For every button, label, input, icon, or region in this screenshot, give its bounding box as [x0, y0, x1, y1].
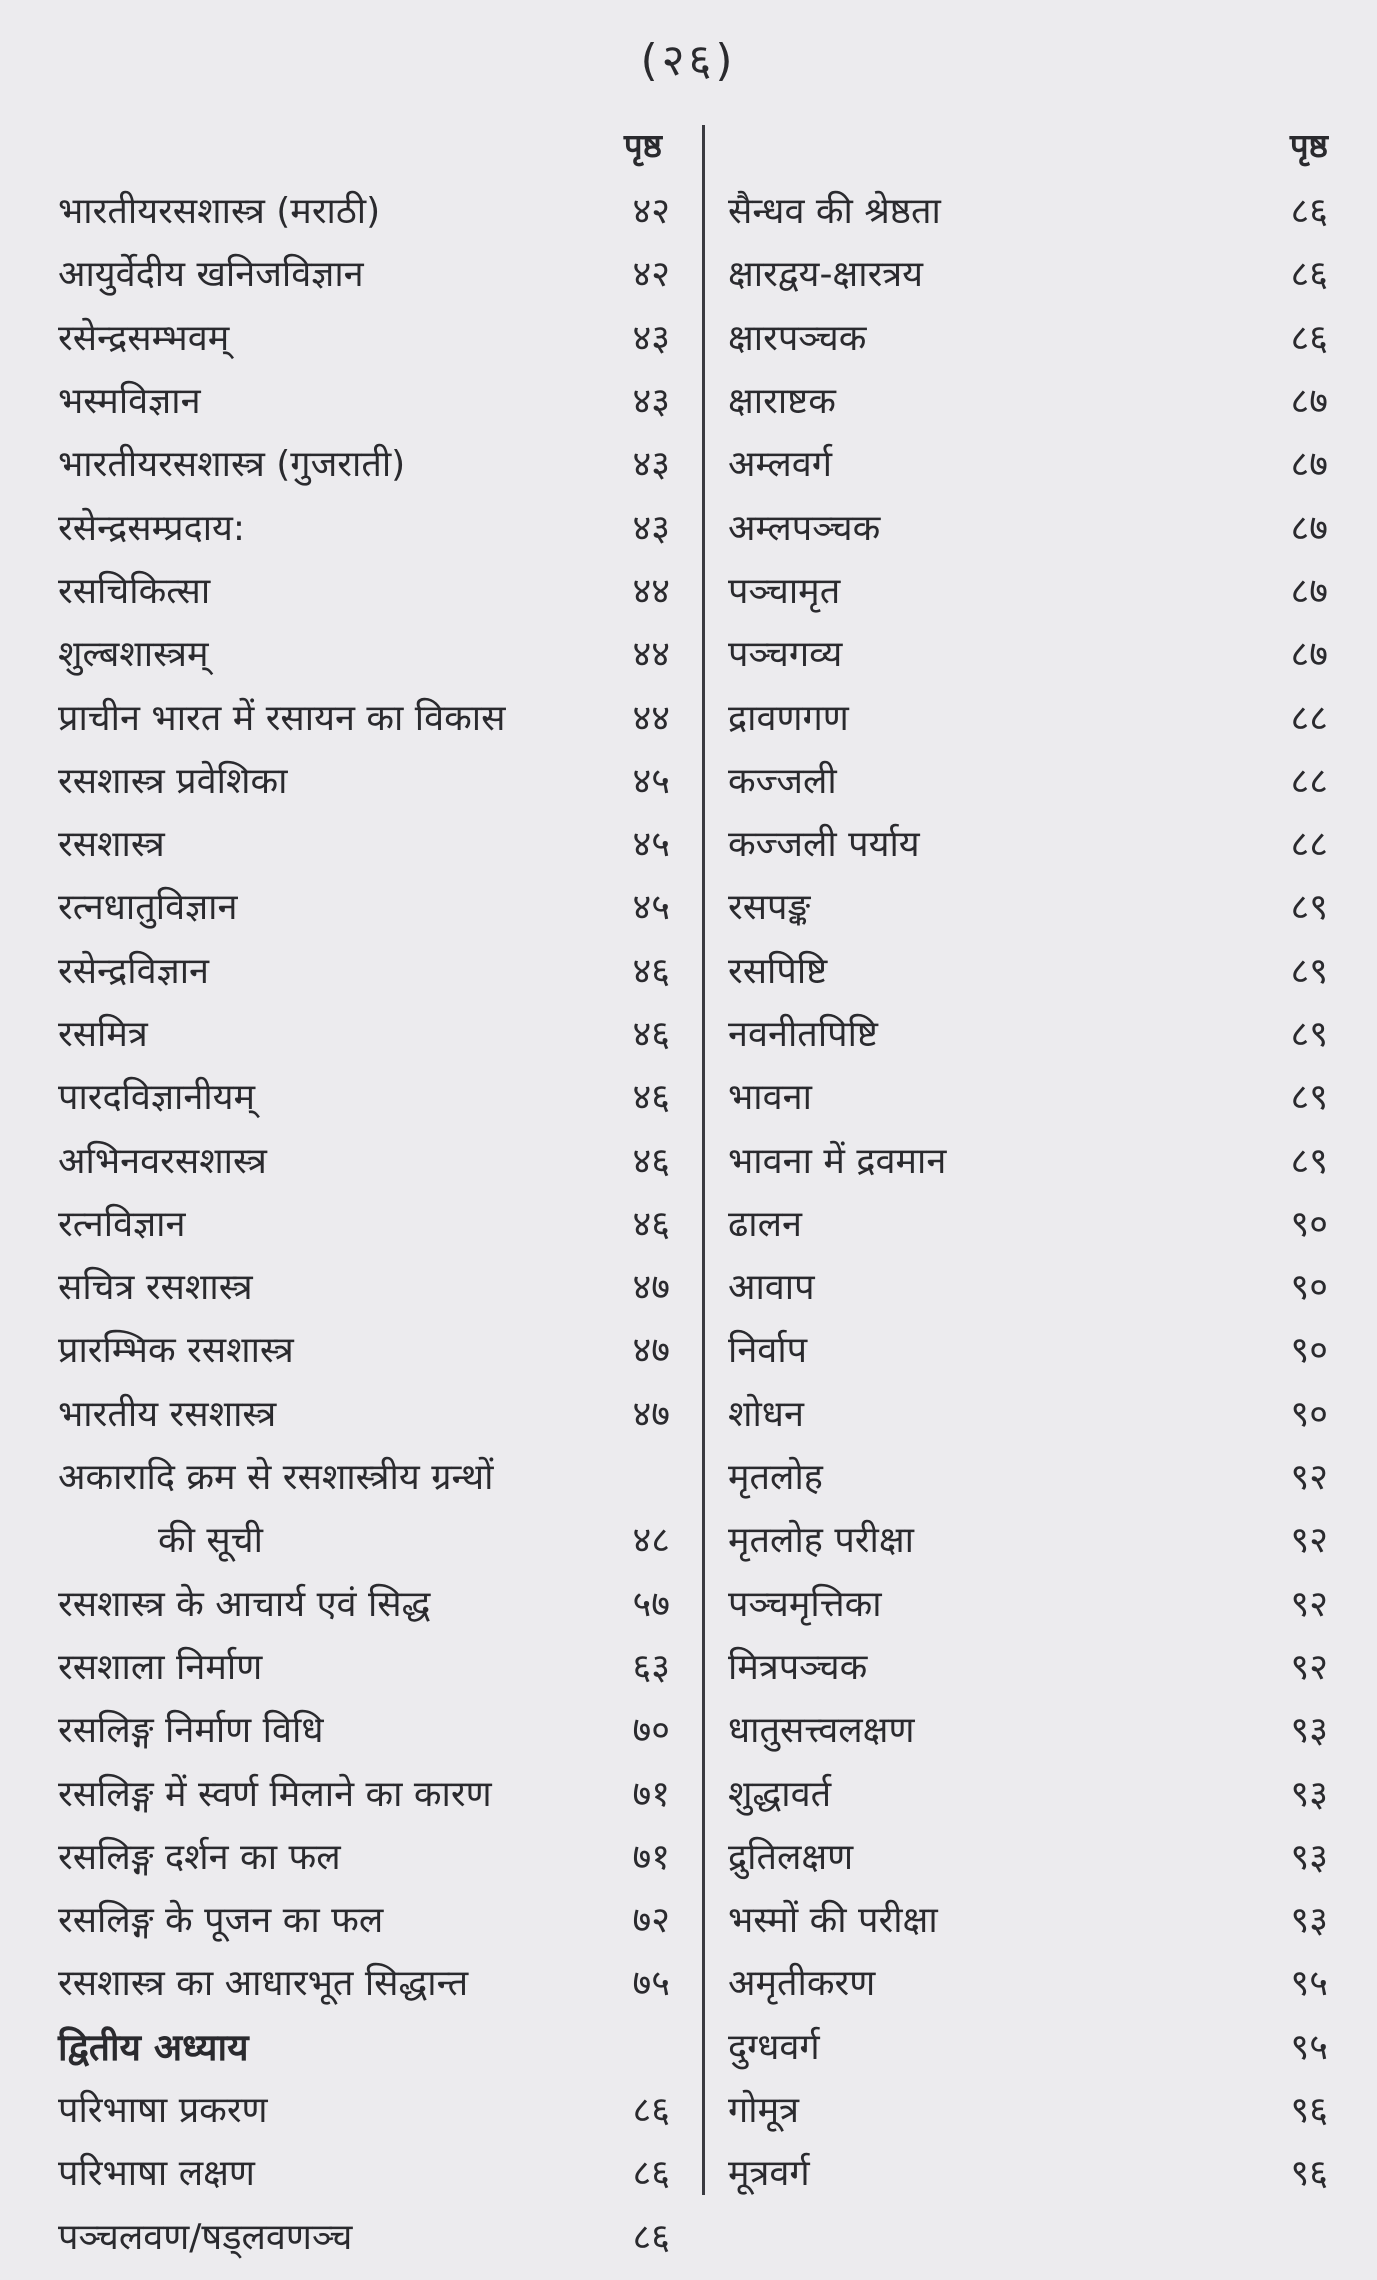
toc-entry [728, 1064, 1328, 1127]
entry-title: अमृतीकरण [728, 1963, 876, 2005]
toc-entry [58, 305, 670, 368]
entry-title: परिभाषा प्रकरण [58, 2090, 268, 2132]
entry-page: ८७ [1290, 634, 1328, 676]
toc-entry [728, 621, 1328, 684]
left-entry-list [58, 178, 670, 1444]
toc-entry [728, 1950, 1328, 2013]
entry-title: भस्मों की परीक्षा [728, 1900, 938, 1942]
entry-title: रसशास्त्र के आचार्य एवं सिद्ध [58, 1583, 431, 1625]
entry-page: ७० [632, 1710, 670, 1752]
left-section-entry-list [58, 2077, 670, 2267]
toc-entry [728, 241, 1328, 304]
entry-page: ७५ [632, 1963, 670, 2005]
entry-title: पञ्चामृत [728, 570, 841, 612]
toc-entry [728, 178, 1328, 241]
toc-entry [728, 2140, 1328, 2203]
toc-entry [728, 1001, 1328, 1064]
entry-title: रसेन्द्रविज्ञान [58, 950, 210, 992]
toc-entry [58, 1064, 670, 1127]
entry-title-line2: की सूची [158, 1520, 263, 1562]
entry-title: मित्रपञ्चक [728, 1646, 868, 1688]
left-page-header: पृष्ठ [623, 126, 662, 165]
entry-title: धातुसत्त्वलक्षण [728, 1710, 915, 1752]
toc-entry [58, 431, 670, 494]
entry-page: ९२ [1290, 1646, 1328, 1688]
toc-entry [58, 1634, 670, 1697]
toc-entry [58, 1887, 670, 1950]
entry-page: ७१ [632, 1773, 670, 1815]
toc-entry [58, 1824, 670, 1887]
entry-title: क्षारद्वय-क्षारत्रय [728, 254, 924, 296]
entry-title: निर्वाप [728, 1330, 808, 1372]
toc-entry [728, 874, 1328, 937]
entry-title: पारदविज्ञानीयम् [58, 1077, 256, 1119]
entry-title: प्रारम्भिक रसशास्त्र [58, 1330, 294, 1372]
toc-entry [58, 1950, 670, 2013]
toc-entry [58, 1381, 670, 1444]
entry-page: ४३ [632, 444, 670, 486]
entry-page: ९० [1290, 1267, 1328, 1309]
toc-entry [728, 1127, 1328, 1190]
entry-title: शोधन [728, 1393, 804, 1435]
entry-title: पञ्चलवण/षड्लवणञ्च [58, 2216, 353, 2258]
entry-title: रसचिकित्सा [58, 570, 211, 612]
toc-entry [728, 1571, 1328, 1634]
entry-page: ८९ [1290, 950, 1328, 992]
entry-page: ४५ [632, 760, 670, 802]
entry-page: ९६ [1290, 2090, 1328, 2132]
entry-title: भारतीयरसशास्त्र (गुजराती) [58, 444, 406, 486]
toc-entry [728, 1254, 1328, 1317]
entry-title: ढालन [728, 1203, 802, 1245]
toc-entry [58, 1571, 670, 1634]
toc-entry [728, 431, 1328, 494]
toc-entry [58, 494, 670, 557]
entry-page: ४६ [632, 1014, 670, 1055]
entry-page: ९० [1290, 1393, 1328, 1435]
entry-title: प्राचीन भारत में रसायन का विकास [58, 697, 506, 739]
entry-title: शुल्बशास्त्रम् [58, 634, 209, 676]
toc-entry [728, 1760, 1328, 1823]
toc-entry [728, 811, 1328, 874]
entry-page: ८६ [632, 2153, 670, 2195]
entry-page: ८९ [1290, 887, 1328, 929]
entry-title: रसलिङ्ग में स्वर्ण मिलाने का कारण [58, 1773, 492, 1815]
entry-page: ८८ [1290, 697, 1328, 739]
toc-entry [58, 1254, 670, 1317]
entry-page: ९२ [1290, 1457, 1328, 1499]
toc-entry [58, 874, 670, 937]
entry-title: रसपङ्क [728, 887, 811, 929]
entry-title: कज्जली [728, 760, 837, 802]
entry-page: ४५ [632, 824, 670, 866]
entry-page: ४४ [632, 634, 670, 676]
entry-page: ४३ [632, 381, 670, 423]
entry-page: ९३ [1290, 1836, 1328, 1878]
toc-entry [58, 1317, 670, 1380]
toc-entry [728, 748, 1328, 811]
entry-title: क्षाराष्टक [728, 381, 836, 423]
entry-title: रसशास्त्र का आधारभूत सिद्धान्त [58, 1963, 469, 2005]
entry-title: पञ्चगव्य [728, 634, 843, 676]
entry-page: ८६ [1290, 254, 1328, 296]
entry-title: पञ्चमृत्तिका [728, 1583, 882, 1625]
entry-title: रसलिङ्ग के पूजन का फल [58, 1900, 384, 1942]
entry-title: रत्नविज्ञान [58, 1203, 186, 1245]
entry-page: ९२ [1290, 1520, 1328, 1562]
toc-entry [58, 178, 670, 241]
entry-page: ८८ [1290, 824, 1328, 866]
entry-page: ९६ [1290, 2153, 1328, 2195]
entry-page: ४४ [632, 697, 670, 739]
entry-title-line1: अकारादि क्रम से रसशास्त्रीय ग्रन्थों [58, 1457, 494, 1499]
entry-page: ४८ [632, 1520, 670, 1562]
entry-title: मूत्रवर्ग [728, 2153, 810, 2195]
entry-title: भारतीय रसशास्त्र [58, 1393, 277, 1435]
entry-title: सचित्र रसशास्त्र [58, 1267, 253, 1309]
entry-page: ४३ [632, 317, 670, 359]
entry-page: ८९ [1290, 1077, 1328, 1119]
entry-page: ४५ [632, 887, 670, 929]
entry-page: ८६ [1290, 191, 1328, 233]
entry-title: द्रुतिलक्षण [728, 1836, 854, 1878]
entry-title: रसेन्द्रसम्प्रदाय: [58, 507, 246, 549]
entry-title: दुग्धवर्ग [728, 2026, 820, 2068]
entry-page: ८९ [1290, 1140, 1328, 1182]
entry-title: अम्लवर्ग [728, 444, 833, 486]
entry-title: भारतीयरसशास्त्र (मराठी) [58, 191, 381, 233]
column-divider [702, 125, 705, 2195]
entry-title: रसशास्त्र [58, 824, 165, 866]
entry-page: ९३ [1290, 1773, 1328, 1815]
toc-entry [728, 1824, 1328, 1887]
entry-page: ४६ [632, 950, 670, 992]
toc-entry [728, 558, 1328, 621]
entry-title: भावना में द्रवमान [728, 1140, 947, 1182]
entry-page: ७१ [632, 1836, 670, 1878]
toc-entry [728, 1887, 1328, 1950]
entry-page: ९५ [1290, 1963, 1328, 2005]
toc-entry [728, 2014, 1328, 2077]
entry-page: ४२ [632, 191, 670, 233]
entry-page: ४७ [632, 1267, 670, 1309]
right-page-header: पृष्ठ [1289, 126, 1328, 165]
entry-title: परिभाषा लक्षण [58, 2153, 255, 2195]
toc-entry [728, 494, 1328, 557]
entry-title: रत्नधातुविज्ञान [58, 887, 238, 929]
toc-entry [728, 1634, 1328, 1697]
entry-page: ८७ [1290, 570, 1328, 612]
entry-title: रसलिङ्ग दर्शन का फल [58, 1836, 341, 1878]
toc-entry [728, 1697, 1328, 1760]
toc-entry [58, 938, 670, 1001]
toc-entry [58, 1191, 670, 1254]
entry-page: ४३ [632, 507, 670, 549]
entry-title: रसमित्र [58, 1014, 148, 1055]
entry-title: कज्जली पर्याय [728, 824, 920, 866]
entry-title: भावना [728, 1077, 812, 1119]
toc-entry [728, 1507, 1328, 1570]
entry-page: ४६ [632, 1077, 670, 1119]
entry-page: ५७ [632, 1583, 670, 1625]
toc-entry [58, 558, 670, 621]
toc-entry [58, 1127, 670, 1190]
entry-page: ८७ [1290, 381, 1328, 423]
toc-entry [728, 2077, 1328, 2140]
entry-title: द्रावणगण [728, 697, 849, 739]
toc-entry [58, 2204, 670, 2267]
toc-entry [58, 621, 670, 684]
entry-title: भस्मविज्ञान [58, 381, 201, 423]
entry-page: ४६ [632, 1203, 670, 1245]
entry-page: ९० [1290, 1330, 1328, 1372]
entry-page: ६३ [632, 1646, 670, 1688]
entry-title: शुद्धावर्त [728, 1773, 832, 1815]
toc-entry [728, 1444, 1328, 1507]
entry-title: मृतलोह परीक्षा [728, 1520, 914, 1562]
entry-page: ४४ [632, 570, 670, 612]
entry-title: रसशास्त्र प्रवेशिका [58, 760, 288, 802]
entry-title: रसपिष्टि [728, 950, 828, 992]
left-column [58, 122, 670, 2267]
entry-title: गोमूत्र [728, 2090, 799, 2132]
entry-page: ९० [1290, 1203, 1328, 1245]
entry-title: अभिनवरसशास्त्र [58, 1140, 267, 1182]
toc-entry [58, 2077, 670, 2140]
entry-page: ८६ [632, 2216, 670, 2258]
entry-page: ९३ [1290, 1900, 1328, 1942]
entry-title: अम्लपञ्चक [728, 507, 881, 549]
entry-title: सैन्धव की श्रेष्ठता [728, 191, 941, 233]
left-entry-list-2 [58, 1571, 670, 2014]
toc-entry [58, 1444, 670, 1571]
toc-entry [58, 684, 670, 747]
entry-page: ९५ [1290, 2026, 1328, 2068]
toc-entry [58, 1760, 670, 1823]
entry-title: मृतलोह [728, 1457, 823, 1499]
page-number: (२६) [640, 35, 737, 86]
toc-entry [728, 1191, 1328, 1254]
right-column [728, 122, 1328, 2204]
toc-entry [728, 368, 1328, 431]
entry-title: आयुर्वेदीय खनिजविज्ञान [58, 254, 364, 296]
entry-page: ९२ [1290, 1583, 1328, 1625]
toc-entry [58, 1697, 670, 1760]
entry-page: ८६ [632, 2090, 670, 2132]
entry-title: नवनीतपिष्टि [728, 1014, 878, 1055]
toc-entry [728, 938, 1328, 1001]
toc-entry [58, 748, 670, 811]
entry-title: आवाप [728, 1267, 815, 1309]
toc-entry [58, 811, 670, 874]
entry-page: ८९ [1290, 1014, 1328, 1055]
right-entry-list [728, 178, 1328, 2204]
entry-page: ८८ [1290, 760, 1328, 802]
entry-title: रसशाला निर्माण [58, 1646, 263, 1688]
toc-entry [728, 1381, 1328, 1444]
entry-page: ७२ [632, 1900, 670, 1942]
toc-entry [58, 368, 670, 431]
toc-entry [728, 684, 1328, 747]
entry-page: ४२ [632, 254, 670, 296]
entry-page: ८७ [1290, 507, 1328, 549]
toc-entry [728, 1317, 1328, 1380]
entry-title: रसेन्द्रसम्भवम् [58, 317, 230, 359]
toc-entry [58, 241, 670, 304]
section-heading: द्वितीय अध्याय [58, 2025, 249, 2069]
entry-page: ४७ [632, 1330, 670, 1372]
toc-entry [58, 2140, 670, 2203]
toc-entry [728, 305, 1328, 368]
entry-page: ८६ [1290, 317, 1328, 359]
entry-title: रसलिङ्ग निर्माण विधि [58, 1710, 324, 1752]
entry-page: ४७ [632, 1393, 670, 1435]
entry-page: ९३ [1290, 1710, 1328, 1752]
entry-title: क्षारपञ्चक [728, 317, 867, 359]
entry-page: ४६ [632, 1140, 670, 1182]
entry-page: ८७ [1290, 444, 1328, 486]
toc-entry [58, 1001, 670, 1064]
